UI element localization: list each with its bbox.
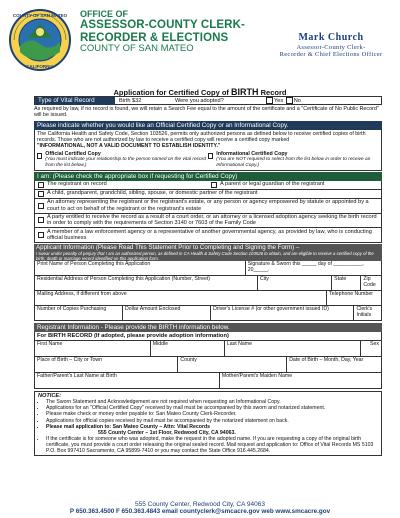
type-row — [34, 96, 382, 105]
print-name-field[interactable] — [35, 261, 246, 275]
relative-checkbox[interactable] — [38, 191, 44, 197]
zip-field[interactable] — [361, 276, 381, 290]
dollar-field[interactable] — [123, 306, 211, 320]
notice-box — [34, 391, 382, 456]
residential-label: Residential Address of Person Completing this Application (Number, Street) — [37, 276, 211, 283]
applicant-bar-title: Applicant Information (Please Read This Statement Prior to Completing and Signing the Form) – — [36, 243, 300, 251]
mailing-label: Mailing Address, if different from above — [37, 291, 127, 298]
state-field[interactable] — [332, 276, 361, 290]
i-am-item-0: The registrant on record — [47, 181, 107, 188]
dollar-label: Dollar Amount Enclosed — [125, 306, 181, 313]
parent-checkbox[interactable] — [211, 182, 217, 188]
footer-address: 555 County Center, Redwood City, CA 94063 — [135, 501, 265, 508]
first-name-field[interactable] — [35, 341, 151, 356]
type-label: Type of Vital Record — [35, 97, 115, 105]
sex-label: Sex — [370, 341, 379, 348]
official-copy-label: Official Certified Copy — [45, 150, 101, 157]
official-name: Mark Church — [298, 32, 364, 43]
adopted-yes-checkbox[interactable] — [266, 97, 273, 104]
footer — [0, 501, 400, 515]
adopted-no-label: No — [293, 98, 301, 104]
zip-label: Zip Code — [363, 276, 376, 289]
official-title-2: Recorder & Chief Elections Officer — [279, 50, 383, 58]
copy-type-body: The California Health and Safety Code, Section 103526, permits only authorized persons as defined below to receive certified copies of birth records. Those who are not authorized by law to receive a certified copy will receive a certified copy marked — [37, 130, 366, 143]
registrant-grid — [34, 332, 382, 389]
office-line-2: ASSESSOR-COUNTY CLERK- — [80, 19, 245, 32]
law-enforcement-checkbox[interactable] — [38, 232, 44, 238]
adopted-options — [265, 97, 301, 104]
last-name-field[interactable] — [225, 341, 361, 356]
middle-name-field[interactable] — [151, 341, 225, 356]
court-order-checkbox[interactable] — [38, 217, 44, 223]
county-field[interactable] — [178, 357, 287, 372]
county-seal-logo — [8, 8, 72, 72]
info-copy-option[interactable] — [208, 151, 379, 169]
office-line-3: RECORDER & ELECTIONS — [80, 31, 229, 44]
official-copy-option[interactable] — [37, 151, 208, 169]
license-field[interactable] — [211, 306, 354, 320]
i-am-item-4: A party entitled to receive the record as a result of a court order, or an attorney or a licensed adoption agency seeking the birth record in order to comply with the requirements of Section 3140 or 7603 of the Family Code — [47, 214, 377, 227]
mailing-field[interactable] — [35, 291, 327, 305]
office-header — [80, 10, 245, 54]
clerk-initials-field[interactable] — [354, 306, 381, 320]
official-block — [268, 32, 394, 58]
dob-label: Date of Birth – Month, Day, Year — [289, 357, 364, 364]
info-copy-label: Informational Certified Copy — [216, 150, 288, 157]
adopted-no-checkbox[interactable] — [286, 97, 293, 104]
applicant-grid — [34, 261, 382, 321]
info-copy-checkbox[interactable] — [208, 153, 213, 159]
telephone-label: Telephone Number — [329, 291, 374, 298]
city-label: City — [259, 276, 269, 283]
copy-type-bar: Please indicate whether you would like an Official Certified Copy or an Informational Copy. — [34, 121, 382, 130]
type-value: Birth $32 — [119, 98, 142, 104]
father-name-field[interactable] — [35, 373, 220, 388]
place-label: Place of Birth – City or Town — [37, 357, 103, 364]
notice-item-3: • Applications for official copies received by mail must be accompanied by the notarized statement on back. — [46, 418, 378, 424]
notice-item-4 — [46, 424, 378, 436]
title-prefix: Application for Certified Copy of — [113, 88, 229, 97]
dob-field[interactable] — [287, 357, 381, 372]
signature-label: Signature & Sworn this _____ day of __________, 20_____. — [247, 261, 364, 274]
office-of: OFFICE OF — [80, 9, 128, 19]
registrant-checkbox[interactable] — [38, 182, 44, 188]
official-copy-checkbox[interactable] — [37, 153, 42, 159]
i-am-list — [34, 181, 382, 243]
license-label: Driver's License # (or other government issued ID) — [213, 306, 329, 313]
official-copy-note: (You must indicate your relationship to the person named on the vital record from the list below.) — [45, 156, 206, 168]
title-big: BIRTH — [231, 87, 259, 97]
city-field[interactable] — [258, 276, 332, 290]
registrant-bar: Registrant Information - Please provide the BIRTH information below. — [34, 323, 382, 332]
state-label: State — [334, 276, 347, 283]
i-am-item-1: A parent or legal guardian of the registrant — [220, 181, 325, 188]
copies-label: Number of Copies Purchasing — [37, 306, 107, 313]
notice-item-0: • The Sworn Statement and Acknowledgement are not required when requesting an Informational Copy. — [46, 399, 378, 405]
application-form — [34, 96, 382, 456]
father-label: Father/Parent's Last Name at Birth — [37, 373, 117, 380]
adopted-question: Were you adopted? — [175, 98, 224, 104]
last-name-label: Last Name — [226, 341, 252, 348]
law-text: As required by law, if no record is found, we will retain a Search Fee equal to the amount of the certificate and a "Certificate of No Public Record" will be issued. — [34, 106, 379, 119]
attorney-checkbox[interactable] — [38, 203, 44, 209]
notice-item-2: • Please make check or money order payable to: San Mateo County Clerk-Recorder. — [46, 411, 378, 417]
i-am-item-2: A child, grandparent, grandchild, sibling, spouse, or domestic partner of the registrant — [47, 190, 258, 197]
info-copy-note: (You are NOT required to select from the list below in order to receive an Informational Copy.) — [216, 156, 371, 168]
print-name-label: Print Name of Person Completing this Application — [37, 261, 151, 268]
mother-label: Mother/Parent's Maiden Name — [221, 373, 293, 380]
county-label: County — [180, 357, 197, 364]
copies-field[interactable] — [35, 306, 123, 320]
applicant-bar-sub: I swear under penalty of perjury that I am an authorized person, as defined in CA Health & Safety Code Section 103526 to obtain, and am eligible to receive a certified copy of the birth, death or marriage record identified on this application form. — [36, 251, 374, 262]
i-am-bar: I am: (Please check the appropriate box if requesting for Certified Copy) — [34, 172, 382, 181]
notice-item-5: • If the certificate is for someone who was adopted, make the request in the adopted name. If you are requesting a copy of the original birth certificate, you must provide a court order releasing the original sealed record. Mail request and application to: Office of Vital Records MS 5103 P.O. Box 997410 Sacramento, CA 95899-7410 or you may contact the State Office 916.445.2684. — [46, 436, 378, 454]
svg-text:COUNTY OF SAN MATEO: COUNTY OF SAN MATEO — [12, 13, 68, 18]
official-title-1: Assessor-County Clerk- — [296, 43, 366, 51]
clerk-label: Clerk's Initials — [356, 306, 373, 319]
adopted-yes-label: Yes — [274, 98, 284, 104]
sex-field[interactable] — [361, 341, 381, 356]
residential-field[interactable] — [35, 276, 258, 290]
i-am-item-3: An attorney representing the registrant or the registrant's estate, or any person or agency empowered by statute or appointed by a court to act on behalf of the registrant or the registrant's estate — [47, 199, 369, 212]
i-am-item-5: A member of a law enforcement agency or a representative of another governmental agency, as provided by law, who is conducting official business — [47, 228, 372, 241]
notice-list — [38, 399, 378, 454]
registrant-sub: For BIRTH RECORD (If adopted, please provide adoption information) — [35, 332, 381, 341]
mother-name-field[interactable] — [220, 373, 381, 388]
applicant-bar — [34, 244, 382, 262]
notice-mail-line-2: 555 County Center – 1st Floor, Redwood City, CA 94063. — [98, 429, 236, 436]
copy-type-body-2: "INFORMATIONAL, NOT A VALID DOCUMENT TO ESTABLISH IDENTITY." — [37, 142, 221, 149]
footer-contact: P 650.363.4500 F 650.363.4843 email countyclerk@smcacre.gov web www.smcacre.gov — [69, 508, 331, 515]
first-name-label: First Name — [37, 341, 63, 348]
signature-field[interactable] — [246, 261, 381, 275]
notice-mail-line-1: Please mail application to: San Mateo County – Attn: Vital Records — [46, 423, 211, 430]
place-of-birth-field[interactable] — [35, 357, 178, 372]
svg-text:CALIFORNIA: CALIFORNIA — [26, 64, 54, 69]
notice-title: NOTICE: — [38, 393, 61, 400]
middle-name-label: Middle — [152, 341, 169, 348]
copy-type-box — [34, 130, 382, 171]
notice-item-1: • Applications for an "Official Certified Copy" received by mail must be accompanied by this sworn and notarized statement. — [46, 405, 378, 411]
title-suffix: Record — [260, 88, 287, 97]
telephone-field[interactable] — [327, 291, 381, 305]
office-line-4: COUNTY OF SAN MATEO — [80, 42, 194, 54]
